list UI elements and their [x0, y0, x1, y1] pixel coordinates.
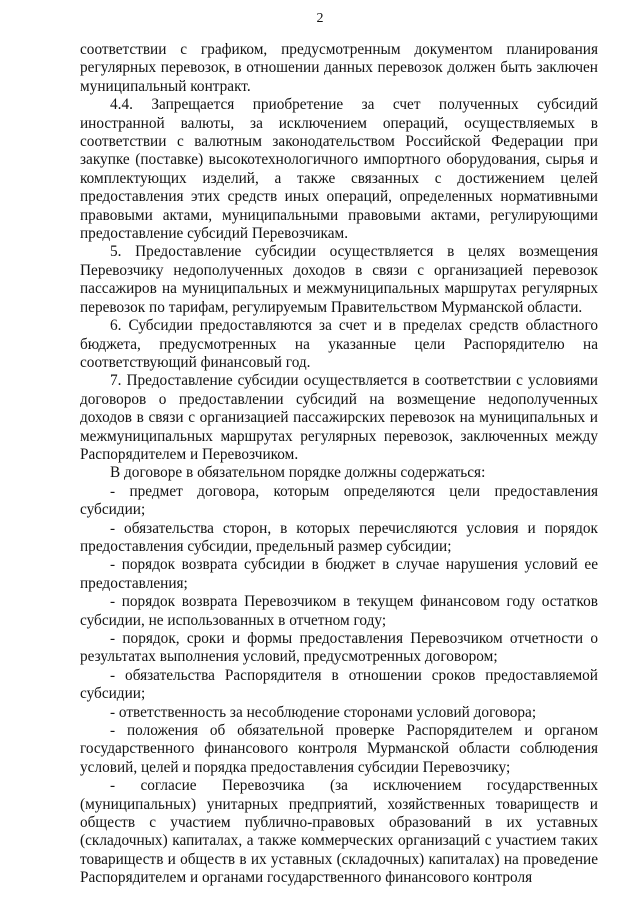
list-item: - порядок, сроки и формы предоставления Перевозчиком отчетности о результатах выполнения условий, предусмотренных договором; [80, 630, 598, 666]
document-body [80, 41, 598, 888]
paragraph-7: 7. Предоставление субсидии осуществляется в соответствии с условиями договоров о предоставлении субсидий на возмещение недополученных доходов в связи с организацией пассажирских перевозок на муниципальных и межмуниципальных маршрутах регулярных перевозок, заключенных между Распорядителем и Перевозчиком. [80, 372, 598, 463]
list-item: - положения об обязательной проверке Распорядителем и органом государственного финансового контроля Мурманской области соблюдения условий, целей и порядка предоставления субсидии Перевозчику; [80, 722, 598, 776]
list-item: - согласие Перевозчика (за исключением государственных (муниципальных) унитарных предприятий, хозяйственных товариществ и обществ с участием публично-правовых образований в их уставных (складочных) капиталах, а также коммерческих организаций с участием таких товариществ и обществ в их уставных (складочных) капиталах) на проведение Распорядителем и органами государственного финансового контроля [80, 777, 598, 887]
list-item: - обязательства сторон, в которых перечисляются условия и порядок предоставления субсидии, предельный размер субсидии; [80, 519, 598, 555]
paragraph-continuation: соответствии с графиком, предусмотренным документом планирования регулярных перевозок, в отношении данных перевозок должен быть заключен муниципальный контракт. [80, 41, 598, 95]
paragraph-6: 6. Субсидии предоставляются за счет и в пределах средств областного бюджета, предусмотренных на указанные цели Распорядителю на соответствующий финансовый год. [80, 317, 598, 371]
page-number: 2 [316, 11, 324, 26]
list-item: - порядок возврата Перевозчиком в текущем финансовом году остатков субсидии, не использованных в отчетном году; [80, 593, 598, 629]
list-item: - ответственность за несоблюдение сторонами условий договора; [110, 703, 537, 721]
list-item: - предмет договора, которым определяются цели предоставления субсидии; [80, 482, 598, 519]
contract-contents-intro: В договоре в обязательном порядке должны содержаться: [110, 464, 486, 482]
paragraph-4-4: 4.4. Запрещается приобретение за счет полученных субсидий иностранной валюты, за исключением операций, осуществляемых в соответствии с валютным законодательством Российской Федерации при закупке (поставке) высокотехнологичного импортного оборудования, сырья и комплектующих изделий, а также связанных с достижением целей предоставления этих средств иных операций, определенных нормативными правовыми актами, муниципальными правовыми актами, регулирующими предоставление субсидий Перевозчикам. [80, 96, 598, 243]
paragraph-5: 5. Предоставление субсидии осуществляется в целях возмещения Перевозчику недополученных доходов в связи с организацией перевозок пассажиров на муниципальных и межмуниципальных маршрутах регулярных перевозок по тарифам, регулируемым Правительством Мурманской области. [80, 243, 598, 316]
list-item: - обязательства Распорядителя в отношении сроков предоставляемой субсидии; [80, 666, 598, 703]
list-item: - порядок возврата субсидии в бюджет в случае нарушения условий ее предоставления; [80, 556, 598, 592]
